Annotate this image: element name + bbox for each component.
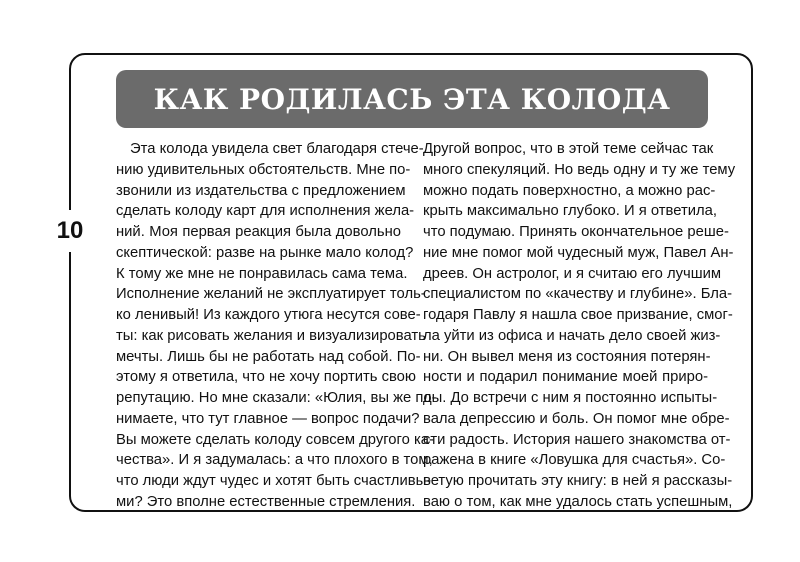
text-column-right [423,139,736,513]
text-line: чества». И я задумалась: а что плохого в том, [116,452,433,469]
text-line: специалистом по «качеству и глубине». Бла- [423,286,733,303]
text-line: нию удивительных обстоятельств. Мне по- [116,161,411,178]
text-column-left [116,139,437,513]
text-line: ний. Моя первая реакция была довольно [116,224,401,240]
text-line: Эта колода увидела свет благодаря стече- [130,141,424,157]
chapter-title: КАК РОДИЛАСЬ ЭТА КОЛОДА [153,82,671,116]
text-line: ни. Он вывел меня из состояния потерян- [423,348,711,365]
text-line: вала депрессию и боль. Он помог мне обре- [423,410,730,427]
text-line: крыть максимально глубоко. И я ответила, [423,203,717,220]
text-line: скептической: разве на рынке мало колод? [116,244,414,261]
text-line: ла уйти из офиса и начать дело своей жиз- [423,327,721,344]
text-line: ми? Это вполне естественные стремления. [116,493,416,510]
text-line: много спекуляций. Но ведь одну и ту же тему [423,161,736,178]
text-line: ко ленивый! Из каждого утюга несутся сове- [116,307,421,323]
text-line: что люди ждут чудес и хотят быть счастливы- [116,473,432,489]
text-line: дреев. Он астролог, и я считаю его лучшим [423,265,722,282]
text-line: годаря Павлу я нашла свое призвание, смог- [423,307,733,323]
text-line: Исполнение желаний не эксплуатирует толь- [116,286,426,303]
text-line: Вы можете сделать колоду совсем другого ка- [116,431,434,448]
text-line: ветую прочитать эту книгу: в ней я рассказы- [423,473,733,489]
text-line: ваю о том, как мне удалось стать успешным, [423,493,733,510]
text-line: репутацию. Но мне сказали: «Юлия, вы же по- [116,390,437,406]
page-number: 10 [52,210,88,252]
text-line: нимаете, что тут главное — вопрос подачи? [116,410,420,427]
text-line: сделать колоду карт для исполнения жела- [116,203,415,220]
text-line: звонили из издательства с предложением [116,182,406,199]
text-line: ты: как рисовать желания и визуализировать [116,327,426,344]
text-line: ние мне помог мой чудесный муж, Павел Ан- [423,244,734,261]
text-line: ражена в книге «Ловушка для счастья». Со- [423,452,726,469]
text-line: что подумаю. Принять окончательное реше- [423,224,729,240]
text-line: ности и подарил понимание моей приро- [423,369,708,386]
text-line: можно подать поверхностно, а можно рас- [423,182,716,199]
text-line: Другой вопрос, что в этой теме сейчас так [423,141,714,157]
text-line: К тому же мне не понравилась сама тема. [116,265,408,282]
text-line: ды. До встречи с ним я постоянно испыты- [423,390,718,406]
title-banner [116,70,708,128]
text-line: мечты. Лишь бы не работать над собой. По- [116,348,421,365]
text-line: этому я ответила, что не хочу портить свою [116,369,417,386]
text-line: сти радость. История нашего знакомства от- [423,431,731,448]
